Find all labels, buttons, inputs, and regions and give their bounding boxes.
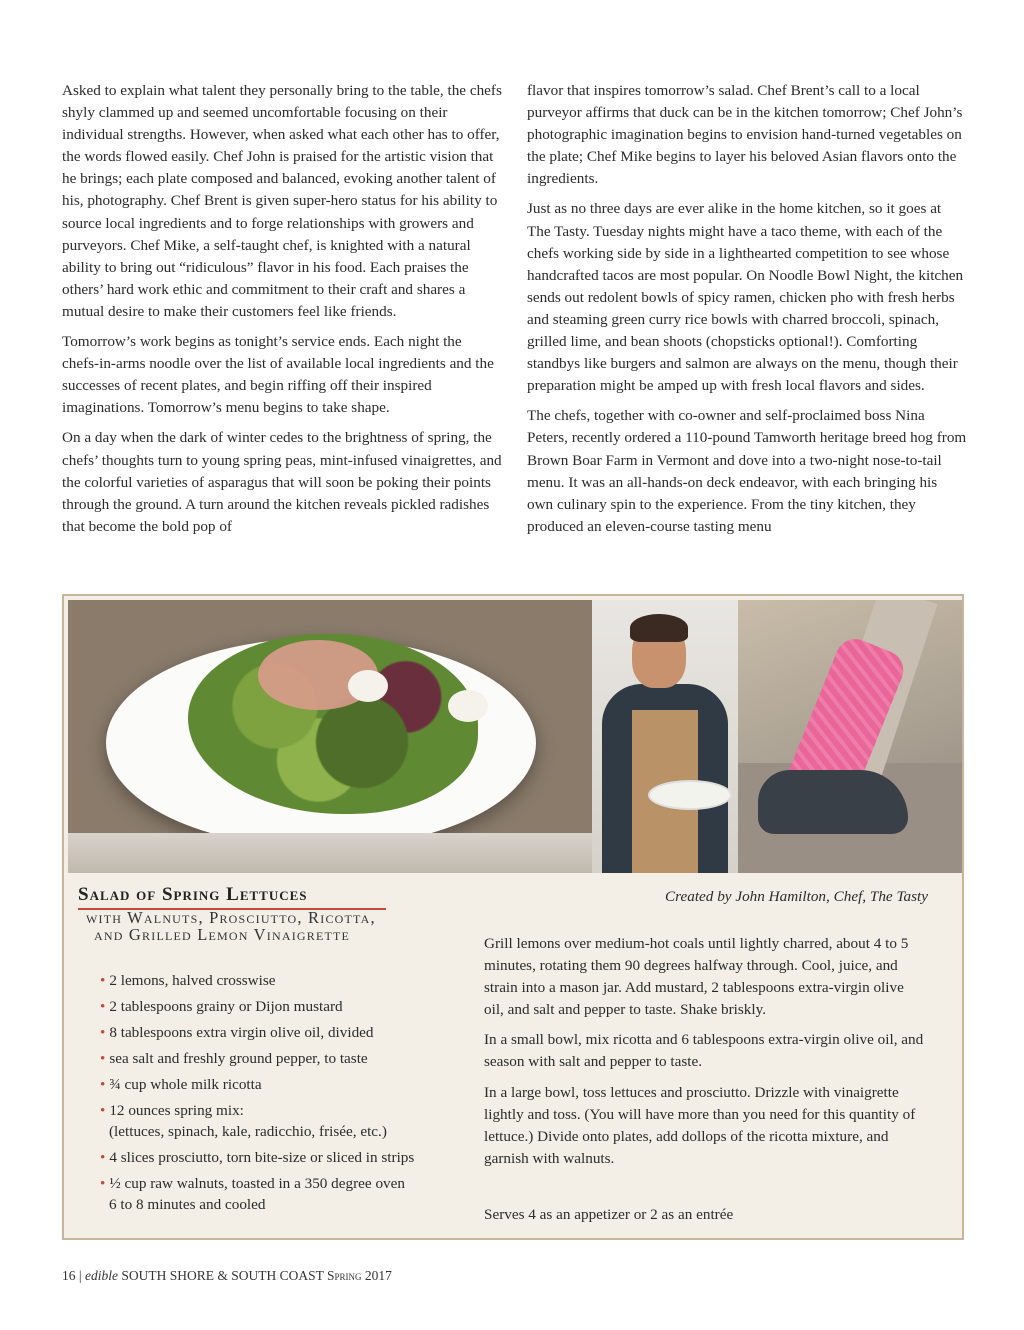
ingredient-item: • 8 tablespoons extra virgin olive oil, divided — [100, 1024, 374, 1041]
direction-step: In a large bowl, toss lettuces and prosciutto. Drizzle with vinaigrette lightly and toss. (You will have more than you need for this quantity of lettuce.) Divide onto plates, add dollops of the ricotta mixture, and garnish with walnuts. — [484, 1083, 916, 1167]
ricotta-dollop — [448, 690, 488, 722]
recipe-subtitle: and Grilled Lemon Vinaigrette — [94, 925, 351, 944]
ingredient-item: • 12 ounces spring mix: (lettuces, spinach, kale, radicchio, frisée, etc.) — [100, 1102, 387, 1140]
bullet-icon: • — [100, 998, 106, 1015]
chef-plate-shape — [648, 780, 732, 810]
ingredient-list — [100, 970, 480, 1220]
ingredient-item: • ½ cup raw walnuts, toasted in a 350 degree oven 6 to 8 minutes and cooled — [100, 1175, 405, 1213]
bullet-icon: • — [100, 972, 106, 989]
ricotta-dollop — [348, 670, 388, 702]
clog-shape — [758, 770, 908, 834]
page-footer — [62, 1268, 392, 1284]
napkin-shape — [68, 833, 592, 873]
magazine-prefix: edible — [84, 1268, 118, 1283]
recipe-directions — [484, 933, 924, 1178]
bullet-icon: • — [100, 1175, 106, 1192]
direction-step: Grill lemons over medium-hot coals until lightly charred, about 4 to 5 minutes, rotating them 90 degrees halfway through. Cool, juice, and strain into a mason jar. Add mustard, 2 tablespoons extra-virgin olive oil, and salt and pepper to taste. Shake briskly. — [484, 935, 909, 1019]
article-paragraph: flavor that inspires tomorrow’s salad. Chef Brent’s call to a local purveyor affirms that duck can be in the kitchen tomorrow; Chef John’s photographic imagination begins to envision hand-turned vegetables on the plate; Chef Mike begins to layer his beloved Asian flavors onto the ingredients. — [527, 82, 963, 188]
bullet-icon: • — [100, 1024, 106, 1041]
article-paragraph: Just as no three days are ever alike in the home kitchen, so it goes at The Tasty. Tuesday nights might have a taco theme, with each of the chefs working side by side in a lighthearted competition to see whose handcrafted tacos are most popular. On Noodle Bowl Night, the kitchen sends out redolent bowls of spicy ramen, chicken pho with fresh herbs and steaming green curry rice bowls with charred broccoli, spinach, grilled lime, and bean shoots (chopsticks optional!). Comforting standbys like burgers and salmon are always on the menu, though their preparation might be amped up with fresh local flavors and sides. — [527, 200, 964, 395]
ingredient-item: • 4 slices prosciutto, torn bite-size or sliced in strips — [100, 1149, 415, 1166]
ingredient-item: • 2 lemons, halved crosswise — [100, 972, 276, 989]
article-left-column — [62, 80, 502, 546]
bullet-icon: • — [100, 1102, 106, 1119]
ingredient-item: • sea salt and freshly ground pepper, to taste — [100, 1050, 368, 1067]
article-paragraph: The chefs, together with co-owner and self-proclaimed boss Nina Peters, recently ordered a 110-pound Tamworth heritage breed hog from Brown Boar Farm in Vermont and dove into a two-night nose-to-tail menu. It was an all-hands-on deck endeavor, with each bringing his own culinary spin to the experience. From the tiny kitchen, they produced an eleven-course tasting menu — [527, 407, 967, 535]
footer-separator: | — [78, 1268, 82, 1283]
direction-step: In a small bowl, mix ricotta and 6 tablespoons extra-virgin olive oil, and season with salt and pepper to taste. — [484, 1031, 924, 1071]
recipe-credit: Created by John Hamilton, Chef, The Tasty — [665, 888, 928, 905]
recipe-subtitle: with Walnuts, Prosciutto, Ricotta, — [86, 908, 376, 927]
salad-photo — [68, 600, 592, 873]
magazine-name: SOUTH SHORE & SOUTH COAST — [121, 1268, 324, 1283]
bullet-icon: • — [100, 1050, 106, 1067]
page-number: 16 — [62, 1268, 76, 1283]
chef-photo — [592, 600, 738, 873]
bullet-icon: • — [100, 1076, 106, 1093]
bullet-icon: • — [100, 1149, 106, 1166]
socks-photo — [738, 600, 962, 873]
recipe-serves: Serves 4 as an appetizer or 2 as an entrée — [484, 1206, 734, 1223]
issue-label: Spring 2017 — [326, 1268, 392, 1283]
article-paragraph: Tomorrow’s work begins as tonight’s service ends. Each night the chefs-in-arms noodle over the list of available local ingredients and the successes of recent plates, and begin riffing off their inspired imaginations. Tomorrow’s menu begins to take shape. — [62, 333, 494, 417]
recipe-title: Salad of Spring Lettuces — [78, 884, 308, 905]
article-paragraph: Asked to explain what talent they personally bring to the table, the chefs shyly clammed up and seemed uncomfortable focusing on their individual strengths. However, when asked what each other has to offer, the words flowed easily. Chef John is praised for the artistic vision that he brings; each plate composed and balanced, evoking another talent of his, photography. Chef Brent is given super-hero status for his ability to source local ingredients and to forge relationships with growers and purveyors. Chef Mike, a self-taught chef, is knighted with a natural ability to bring out “ridiculous” flavor in his food. Each praises the others’ hard work ethic and commitment to their craft and shares a mutual desire to make their customers feel like friends. — [62, 82, 502, 320]
chef-hair-shape — [630, 614, 688, 642]
ingredient-item: • 2 tablespoons grainy or Dijon mustard — [100, 998, 343, 1015]
recipe-box — [62, 594, 964, 1240]
ingredient-item: • ¾ cup whole milk ricotta — [100, 1076, 262, 1093]
article-paragraph: On a day when the dark of winter cedes to the brightness of spring, the chefs’ thoughts turn to young spring peas, mint-infused vinaigrettes, and the colorful varieties of asparagus that will soon be poking their points through the ground. A turn around the kitchen reveals pickled radishes that become the bold pop of — [62, 429, 502, 535]
article-right-column — [527, 80, 967, 546]
